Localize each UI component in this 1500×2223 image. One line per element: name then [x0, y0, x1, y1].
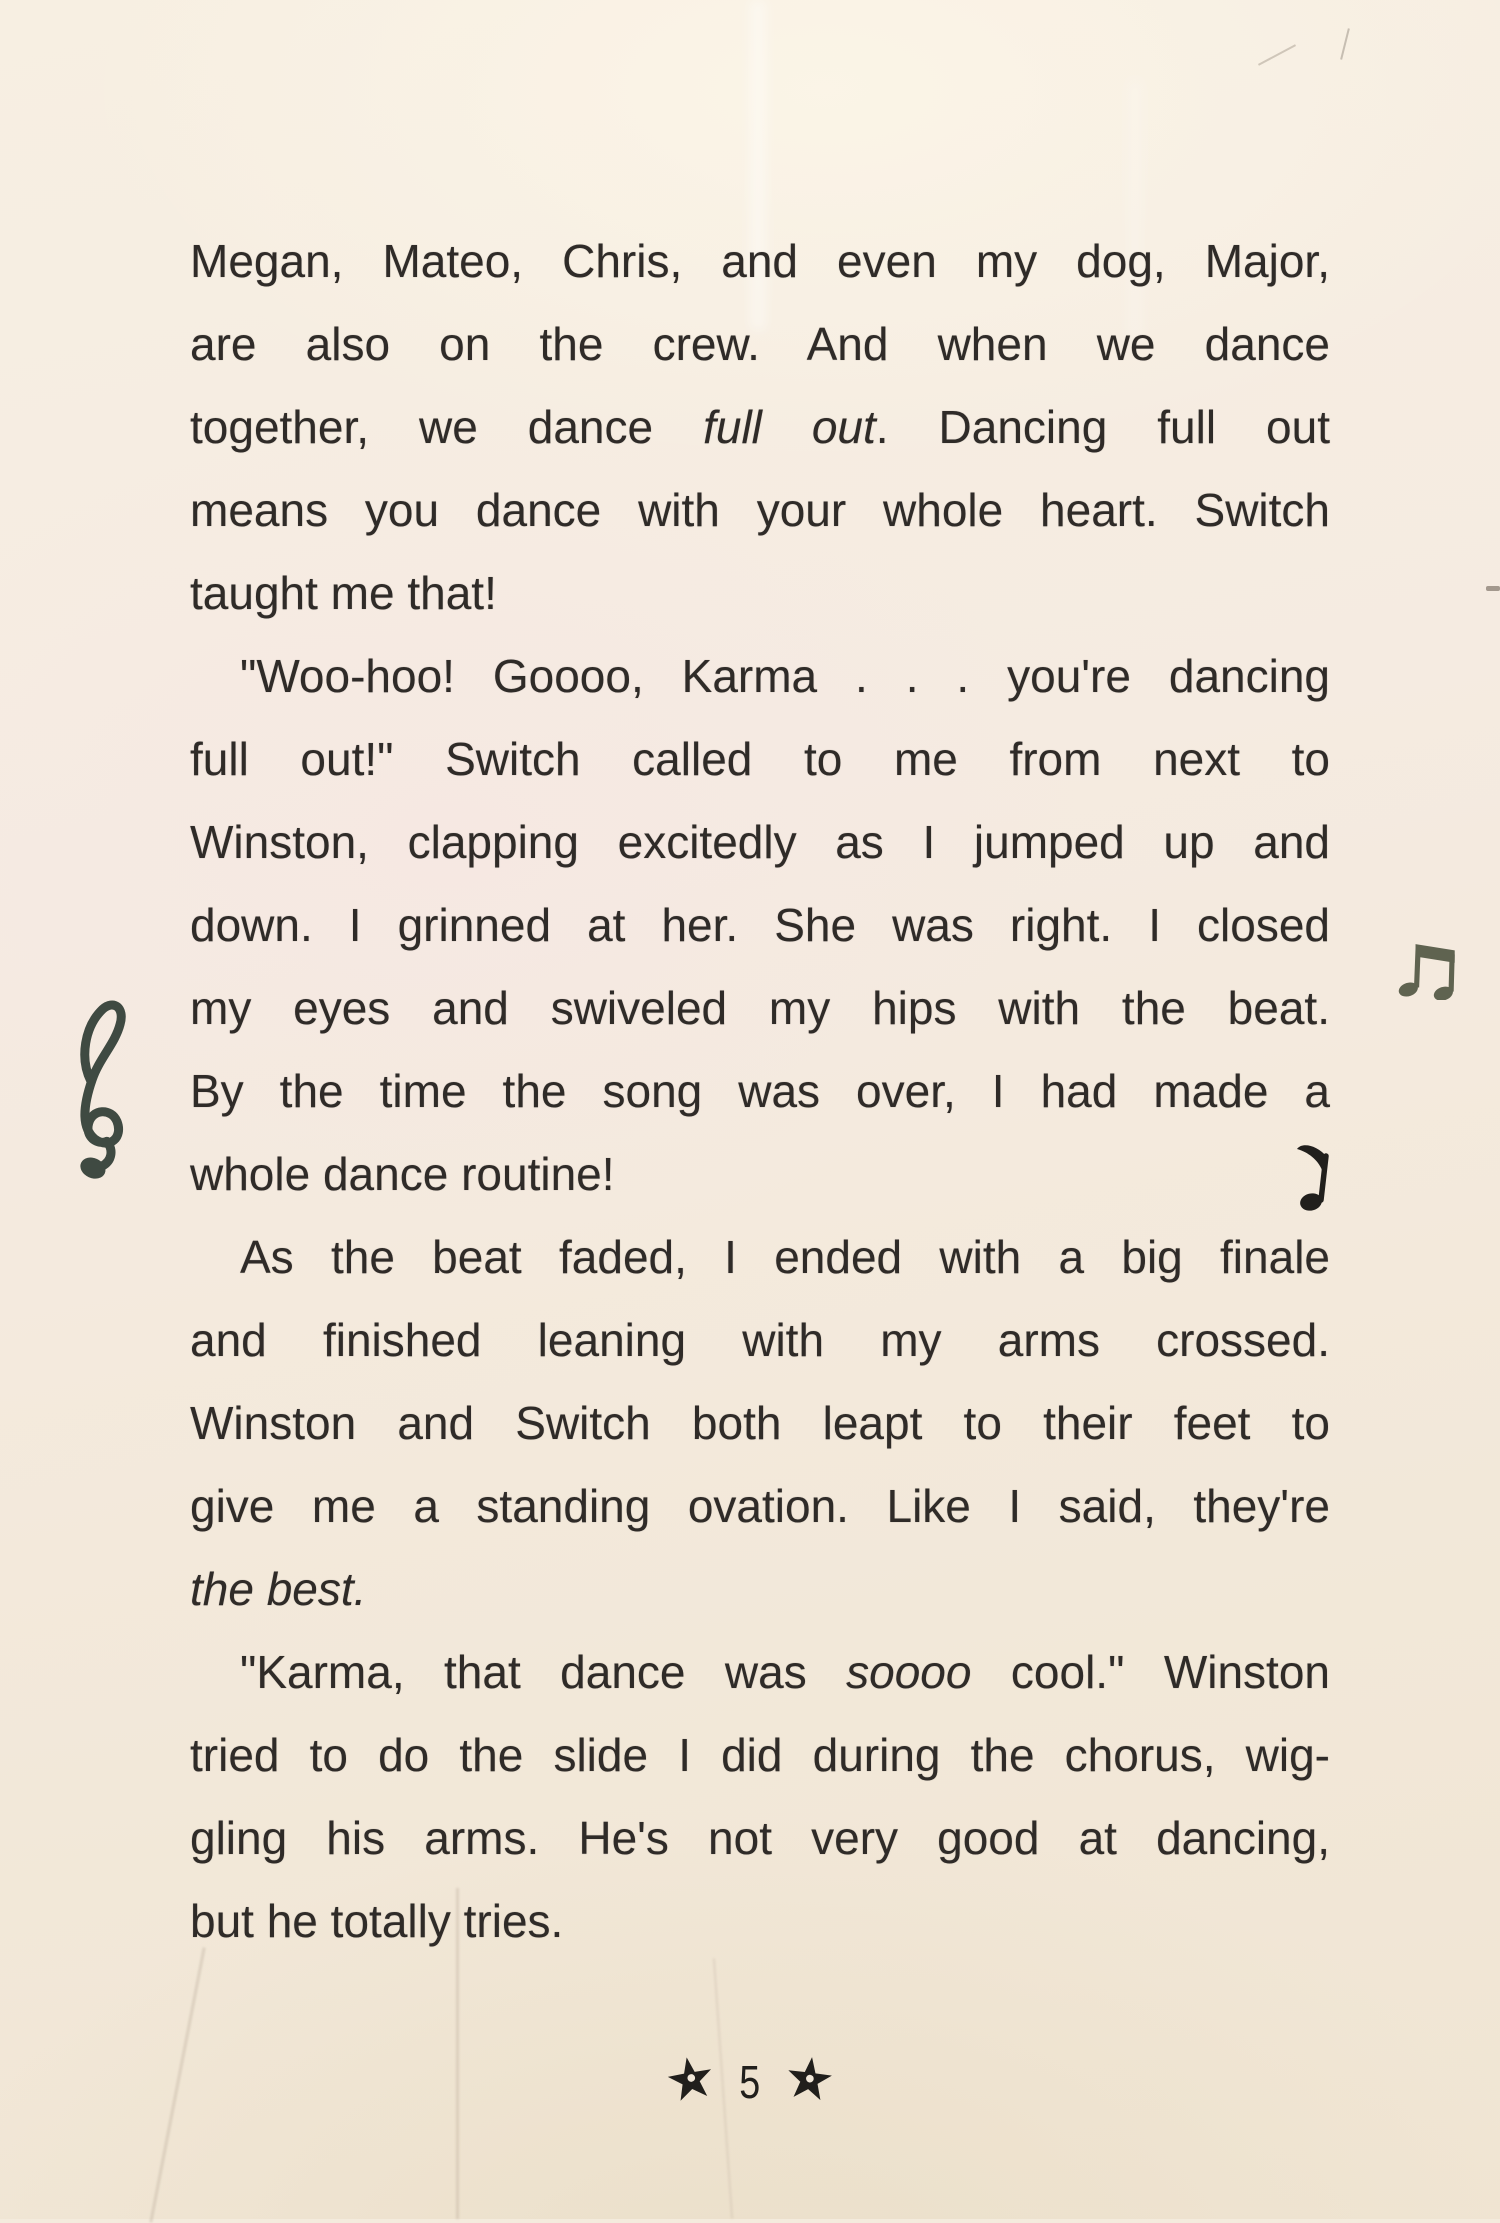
text-line: [190, 1548, 1330, 1631]
text-line: [190, 552, 1330, 635]
text-segment: cool." Winston: [971, 1646, 1330, 1698]
text-segment: and finished leaning with my arms crossed.: [190, 1314, 1330, 1366]
text-segment: Winston and Switch both leapt to their feet to: [190, 1397, 1330, 1449]
page-number: 5: [739, 2056, 761, 2108]
text-segment: full out!" Switch called to me from next to: [190, 733, 1330, 785]
italic-text-segment: full out: [703, 401, 876, 453]
text-segment: By the time the song was over, I had made a: [190, 1065, 1330, 1117]
text-line: [190, 1382, 1330, 1465]
text-line: [190, 884, 1330, 967]
eighth-notes-icon: [1398, 940, 1464, 1000]
text-segment: down. I grinned at her. She was right. I closed: [190, 899, 1330, 951]
text-line: [190, 1050, 1330, 1133]
page-text: [190, 220, 1330, 1963]
scratch-mark: [1340, 28, 1350, 60]
text-segment: "Karma, that dance was: [240, 1646, 847, 1698]
text-line: [190, 1714, 1330, 1797]
text-line: [190, 718, 1330, 801]
text-segment: As the beat faded, I ended with a big finale: [240, 1231, 1330, 1283]
text-segment: my eyes and swiveled my hips with the beat.: [190, 982, 1330, 1034]
text-segment: Winston, clapping excitedly as I jumped up and: [190, 816, 1330, 868]
page-number-footer: [0, 2056, 1500, 2108]
text-segment: are also on the crew. And when we dance: [190, 318, 1330, 370]
text-line: [190, 967, 1330, 1050]
text-segment: taught me that!: [190, 567, 497, 619]
italic-text-segment: soooo: [846, 1646, 972, 1698]
scratch-mark: [1258, 44, 1296, 65]
text-line: [190, 635, 1330, 718]
text-segment: means you dance with your whole heart. Switch: [190, 484, 1330, 536]
text-segment: gling his arms. He's not very good at dancing,: [190, 1812, 1330, 1864]
text-segment: "Woo-hoo! Goooo, Karma . . . you're dancing: [240, 650, 1330, 702]
text-line: [190, 801, 1330, 884]
text-line: [190, 220, 1330, 303]
treble-clef-icon: [46, 992, 145, 1189]
text-line: [190, 469, 1330, 552]
text-line: [190, 303, 1330, 386]
text-segment: . Dancing full out: [875, 401, 1330, 453]
text-line: [190, 1216, 1330, 1299]
text-line: [190, 1299, 1330, 1382]
text-segment: tried to do the slide I did during the chorus, wig-: [190, 1729, 1330, 1781]
text-line: [190, 1465, 1330, 1548]
text-segment: Megan, Mateo, Chris, and even my dog, Major,: [190, 235, 1330, 287]
text-line: [190, 1631, 1330, 1714]
text-line: [190, 1797, 1330, 1880]
text-line: [190, 1880, 1330, 1963]
italic-text-segment: the best.: [190, 1563, 367, 1615]
star-icon: [782, 2053, 836, 2110]
text-segment: give me a standing ovation. Like I said, they're: [190, 1480, 1330, 1532]
text-line: [190, 386, 1330, 469]
ink-speck: [1486, 586, 1500, 591]
text-line: [190, 1133, 1330, 1216]
star-icon: [663, 2052, 719, 2112]
text-segment: together, we dance: [190, 401, 704, 453]
text-segment: whole dance routine!: [190, 1148, 615, 1200]
text-segment: but he totally tries.: [190, 1895, 564, 1947]
